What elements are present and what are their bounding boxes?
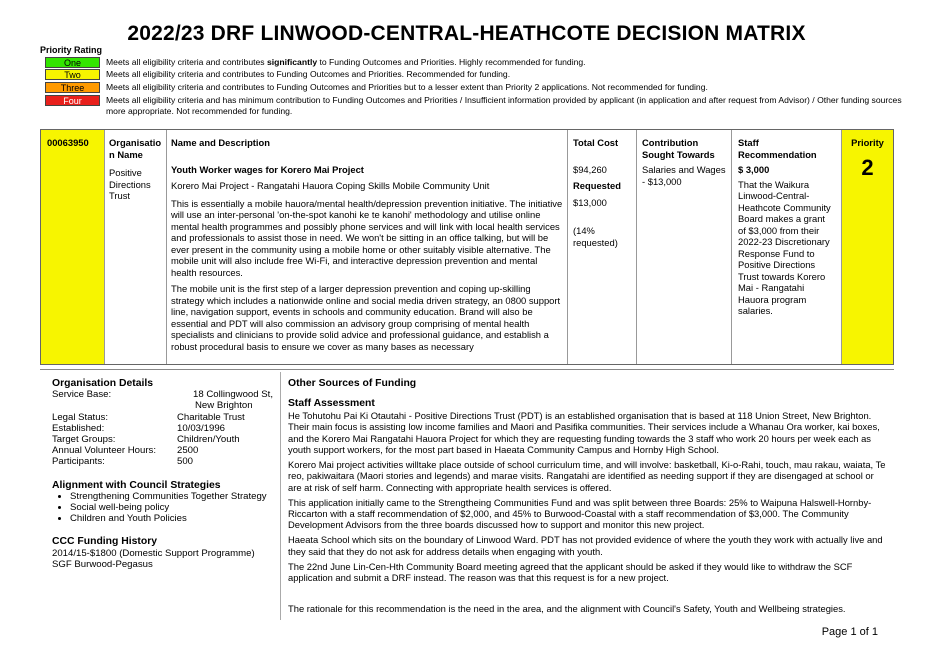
- org-detail-key: Annual Volunteer Hours:: [52, 445, 156, 457]
- requested-percentage: (14% requested): [573, 225, 618, 248]
- org-detail-value: 500: [177, 456, 194, 468]
- priority-rating-label: Three: [45, 82, 100, 93]
- staff-recommendation-header: Staff Recommendation: [738, 137, 817, 160]
- org-detail-value: 18 Collingwood St, New Brighton: [193, 389, 273, 412]
- organisation-details: [52, 389, 292, 467]
- description-cell: [167, 130, 568, 364]
- ccc-funding-history-heading: CCC Funding History: [52, 536, 158, 548]
- staff-assessment-paragraph: He Tohutohu Pai Ki Otautahi - Positive Directions Trust (PDT) is an established organisation that is based at 118 Union Street, New Brighton. Their main focus is assisting low income families and Maori and Pasifika communities. Their services include a Whanau Ora worker, kai boxes, and the Korero Mai Rangatahi Hauora Project for which they are requesting funding towards the 3 staff who work 20 hours per week each as youth support workers, for the most part based in Haeata Community Campus and Hornby High School.: [288, 409, 880, 456]
- priority-rating-label: Two: [45, 69, 100, 80]
- org-detail-key: Established:: [52, 422, 105, 434]
- project-description-1: This is essentially a mobile hauora/mental health/depression prevention initiative. The initiative will use an inter-personal 'on-the-spot kanohi ke te kanohi' methodology and utilise online mental health programmes and possibly phone services and will link with local health services and professionals to assist those in need. We won't be sitting in an office talking, but will be ever present in the community using a mobile home or other suitably visible alternative. The mobile unit will also include free Wi-Fi, and interactive depression prevention and mental health resources.: [171, 197, 563, 278]
- priority-value: 2: [861, 154, 874, 180]
- alignment-item: • Social well-being policy: [70, 502, 292, 513]
- decision-matrix: [40, 129, 894, 365]
- contribution-sought: Salaries and Wages - $13,000: [642, 164, 726, 187]
- org-detail-key: Legal Status:: [52, 411, 109, 423]
- org-detail-row: [52, 456, 292, 467]
- application-id: 00063950: [47, 137, 89, 148]
- org-detail-key: Participants:: [52, 456, 105, 468]
- alignment-item: • Children and Youth Policies: [70, 513, 292, 524]
- other-sources-heading: Other Sources of Funding: [288, 378, 417, 389]
- priority-rating-description: Meets all eligibility criteria and contributes to Funding Outcomes and Priorities. Recommended for funding.: [106, 69, 511, 79]
- application-id-cell: [41, 130, 105, 364]
- cost-cell: [568, 130, 637, 364]
- project-description-2: The mobile unit is the first step of a larger depression prevention and coping up-skilling strategy which includes a nationwide online and social media driven strategy, an 0800 support line, navigation support, events in schools and community education. Brand will also be essential and PDT will also commission an advisory group comprising of mental health specialists and clinicians to provide solid advice and professional guidance, and establish a robust procedural basis to ensure we cover as many bases as necessary: [171, 283, 561, 352]
- ccc-history-line-2: SGF Burwood-Pegasus: [52, 558, 153, 570]
- org-detail-row: [52, 423, 292, 434]
- org-detail-row: [52, 434, 292, 445]
- staff-assessment-paragraph: The 22nd June Lin-Cen-Hth Community Board meeting agreed that the applicant should be asked if they would like to withdraw the SCF application and submit a DRF instead. The reason was that this request is for a new project.: [288, 560, 853, 584]
- staff-recommendation-text: That the Waikura Linwood-Central-Heathcote Community Board makes a grant of $3,000 from their 2022-23 Discretionary Response Fund to Positive Directions Trust towards Korero Mai - Rangatahi Hauora program salaries.: [738, 178, 831, 316]
- priority-rating-description: Meets all eligibility criteria and contributes to Funding Outcomes and Priorities but to a lesser extent than Priority 2 applications. Not recommended for funding.: [106, 82, 708, 92]
- org-detail-row: [52, 445, 292, 456]
- rationale: The rationale for this recommendation is the need in the area, and the alignment with Council's Safety, Youth and Wellbeing strategies.: [288, 602, 846, 614]
- contribution-cell: [637, 130, 732, 364]
- priority-rating-heading: Priority Rating: [40, 45, 103, 55]
- contribution-header: Contribution Sought Towards: [642, 137, 715, 160]
- org-detail-value: Charitable Trust: [177, 411, 245, 423]
- requested-amount: $13,000: [573, 196, 607, 208]
- left-column: [52, 378, 292, 570]
- ccc-history-line-1: 2014/15-$1800 (Domestic Support Programme): [52, 547, 255, 559]
- alignment-heading: Alignment with Council Strategies: [52, 479, 221, 491]
- project-subtitle: Korero Mai Project - Rangatahi Hauora Coping Skills Mobile Community Unit: [171, 180, 490, 191]
- org-detail-key: Service Base:: [52, 389, 112, 401]
- organisation-name-header: Organisation Name: [109, 137, 162, 160]
- staff-assessment-paragraph: This application initially came to the Strengtheing Communities Fund and was split between three Boards: 25% to Waipuna Halswell-Hornby-Riccarton with a staff recommendation of $2,000, and 45% to Burwood-Coastal with a staff recommendation of $3,000. The Community Development Advisors from the three boards discussed how to support and monitor this new project.: [288, 496, 872, 531]
- staff-assessment-paragraph: Korero Mai project activities willtake place outside of school curriculum time, and will involve: basketball, Ki-o-Rahi, touch, mau rakau, waiata, Te reo, pakiwaitara (Maori stories and legends) and marae visits. Rangatahi are identified as needing support if they are disengaged at school or are at risk of self harm. Connecting with appropriate health services is offered.: [288, 458, 886, 493]
- section-divider: [40, 369, 894, 370]
- right-column: [288, 378, 888, 617]
- total-cost-header: Total Cost: [573, 137, 619, 148]
- requested-label: Requested: [573, 180, 621, 191]
- priority-cell: [842, 130, 893, 364]
- organisation-name: Positive Directions Trust: [109, 167, 151, 201]
- organisation-cell: [105, 130, 167, 364]
- org-detail-key: Target Groups:: [52, 434, 116, 446]
- staff-recommended-amount: $ 3,000: [738, 164, 770, 175]
- org-detail-value: Children/Youth: [177, 434, 240, 446]
- staff-assessment-body: [288, 410, 888, 584]
- alignment-list: [52, 491, 292, 525]
- staff-recommendation-cell: [732, 130, 842, 364]
- page-title: 2022/23 DRF LINWOOD-CENTRAL-HEATHCOTE DECISION MATRIX: [127, 22, 806, 45]
- priority-rating-description: Meets all eligibility criteria and has minimum contribution to Funding Outcomes and Priorities / Insufficient information provided by applicant (in application and after request from Advisor) / Other funding sources more appropriate. Not recommended for funding.: [106, 95, 902, 116]
- org-detail-row: [52, 389, 292, 411]
- name-description-header: Name and Description: [171, 137, 270, 148]
- project-title: Youth Worker wages for Korero Mai Project: [171, 163, 364, 175]
- staff-assessment-paragraph: Haeata School which sits on the boundary of Linwood Ward. PDT has not provided evidence of where the youth they work with actually live and they said that they do not ask for address details when engaging with youth.: [288, 534, 883, 557]
- alignment-item: • Strengthening Communities Together Strategy: [70, 491, 292, 502]
- organisation-details-heading: Organisation Details: [52, 378, 154, 389]
- page-number: Page 1 of 1: [821, 626, 878, 638]
- priority-rating-description: Meets all eligibility criteria and contributes significantly to Funding Outcomes and Priorities. Highly recommended for funding.: [106, 57, 586, 67]
- total-cost: $94,260: [573, 163, 607, 175]
- org-detail-row: [52, 412, 292, 423]
- org-detail-value: 2500: [177, 445, 199, 457]
- priority-rating-label: One: [45, 57, 100, 68]
- staff-assessment-heading: Staff Assessment: [288, 398, 375, 410]
- priority-rating-label: Four: [45, 95, 100, 106]
- org-detail-value: 10/03/1996: [177, 422, 226, 434]
- priority-header: Priority: [851, 137, 884, 148]
